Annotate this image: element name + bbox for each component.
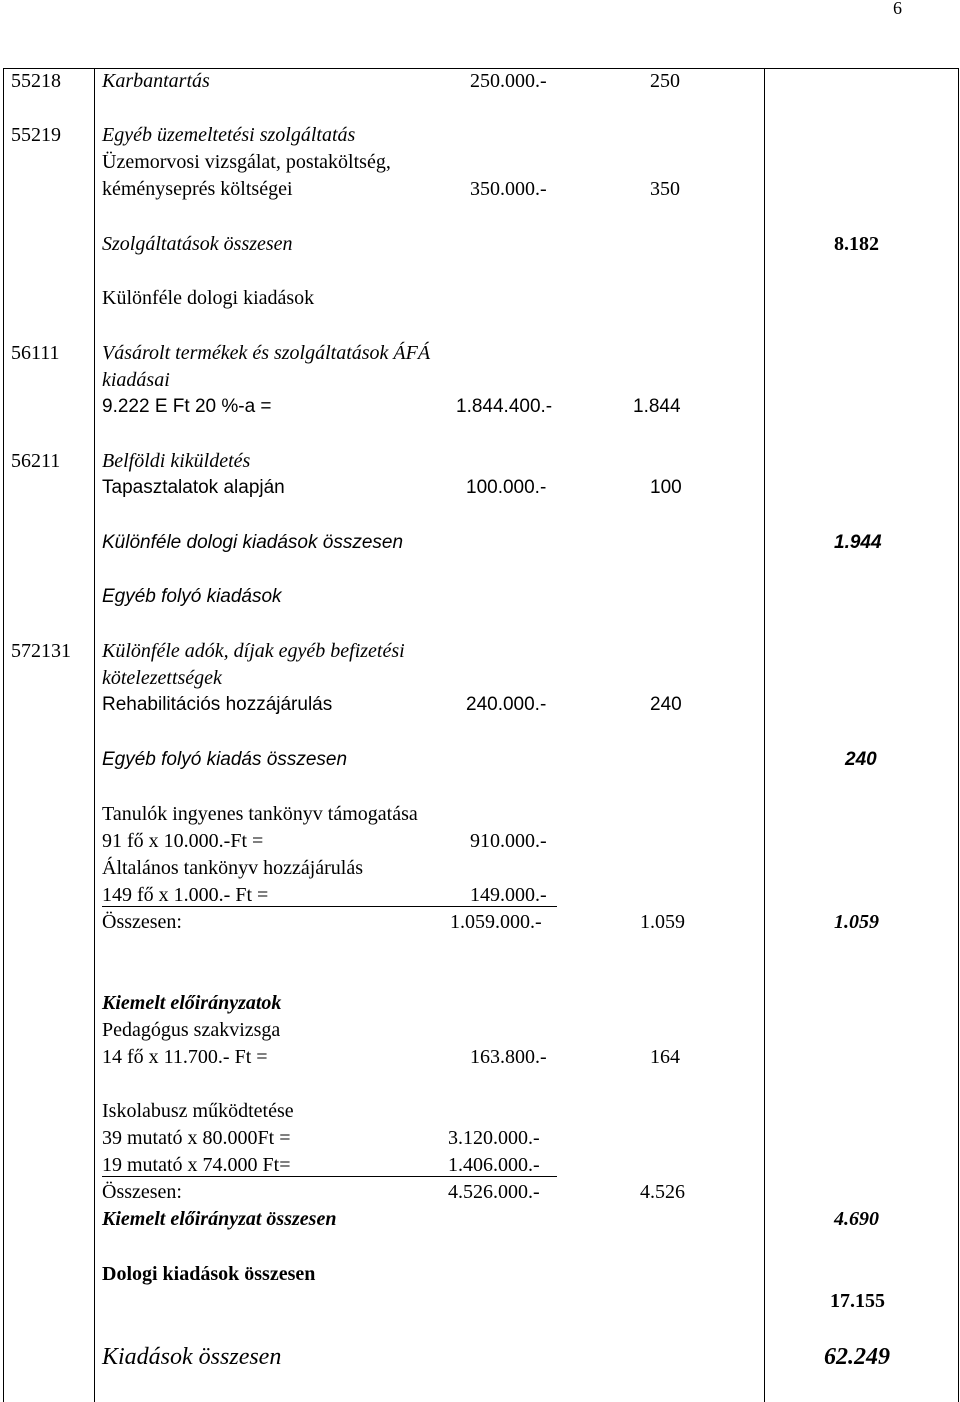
table-left-border	[3, 68, 4, 1402]
account-code: 55219	[11, 124, 61, 146]
item-detail: Rehabilitációs hozzájárulás	[102, 694, 333, 715]
account-code: 56211	[11, 450, 61, 472]
item-label: Általános tankönyv hozzájárulás	[102, 857, 364, 879]
code-column-divider	[94, 68, 95, 1402]
item-thousands: 100	[650, 477, 682, 498]
item-detail: 39 mutató x 80.000Ft =	[102, 1127, 291, 1149]
item-detail: 14 fő x 11.700.- Ft =	[102, 1046, 268, 1068]
sum-underline	[102, 1176, 557, 1177]
section-total-label: Kiemelt előirányzat összesen	[102, 1208, 337, 1230]
item-amount: 100.000.-	[466, 477, 547, 498]
total-column-divider	[764, 68, 765, 1402]
item-thousands: 4.526	[640, 1181, 685, 1203]
item-thousands: 240	[650, 694, 682, 715]
item-thousands: 1.059	[640, 911, 685, 933]
item-thousands: 1.844	[633, 396, 681, 417]
grand-total-value: 62.249	[824, 1344, 890, 1370]
section-heading: Kiemelt előirányzatok	[102, 992, 282, 1014]
item-label: Egyéb üzemeltetési szolgáltatás	[102, 124, 356, 146]
item-label-cont: kiadásai	[102, 369, 170, 391]
section-heading: Különféle dologi kiadások	[102, 287, 315, 309]
grand-total-label: Kiadások összesen	[102, 1344, 282, 1370]
item-detail: kéményseprés költségei	[102, 178, 293, 200]
sum-underline	[102, 906, 557, 907]
item-amount: 3.120.000.-	[448, 1127, 540, 1149]
section-total-value: 17.155	[830, 1290, 885, 1312]
section-total-value: 1.059	[834, 911, 879, 933]
item-detail: 91 fő x 10.000.-Ft =	[102, 830, 264, 852]
section-total-value: 4.690	[834, 1208, 879, 1230]
item-label: Karbantartás	[102, 70, 210, 92]
item-thousands: 164	[650, 1046, 680, 1068]
item-detail: Üzemorvosi vizsgálat, postaköltség,	[102, 151, 391, 173]
item-label: Belföldi kiküldetés	[102, 450, 251, 472]
item-amount: 149.000.-	[470, 884, 547, 906]
item-label: Különféle adók, díjak egyéb befizetési	[102, 640, 405, 662]
item-label: Tanulók ingyenes tankönyv támogatása	[102, 803, 418, 825]
account-code: 56111	[11, 342, 60, 364]
item-thousands: 250	[650, 70, 680, 92]
item-label-cont: kötelezettségek	[102, 667, 222, 689]
item-amount: 350.000.-	[470, 178, 547, 200]
item-amount: 1.844.400.-	[456, 396, 553, 417]
item-detail: 19 mutató x 74.000 Ft=	[102, 1154, 291, 1176]
section-total-label: Egyéb folyó kiadás összesen	[102, 749, 348, 770]
item-amount: 910.000.-	[470, 830, 547, 852]
item-thousands: 350	[650, 178, 680, 200]
section-total-label: Szolgáltatások összesen	[102, 233, 293, 255]
sum-label: Összesen:	[102, 1181, 182, 1203]
item-amount: 240.000.-	[466, 694, 547, 715]
table-right-border	[958, 68, 959, 1402]
item-detail: 9.222 E Ft 20 %-a =	[102, 396, 272, 417]
section-total-value: 1.944	[834, 532, 882, 553]
item-label: Pedagógus szakvizsga	[102, 1019, 281, 1041]
item-label: Iskolabusz működtetése	[102, 1100, 294, 1122]
account-code: 55218	[11, 70, 61, 92]
page-number: 6	[893, 0, 902, 18]
section-total-label: Dologi kiadások összesen	[102, 1263, 316, 1285]
item-detail: 149 fő x 1.000.- Ft =	[102, 884, 269, 906]
sum-amount: 1.059.000.-	[450, 911, 542, 933]
item-amount: 1.406.000.-	[448, 1154, 540, 1176]
item-label: Vásárolt termékek és szolgáltatások ÁFÁ	[102, 342, 431, 364]
item-amount: 250.000.-	[470, 70, 547, 92]
section-total-value: 240	[845, 749, 877, 770]
sum-amount: 4.526.000.-	[448, 1181, 540, 1203]
item-detail: Tapasztalatok alapján	[102, 477, 285, 498]
section-total-label: Különféle dologi kiadások összesen	[102, 532, 404, 553]
section-total-value: 8.182	[834, 233, 879, 255]
item-amount: 163.800.-	[470, 1046, 547, 1068]
section-heading: Egyéb folyó kiadások	[102, 586, 282, 607]
sum-label: Összesen:	[102, 911, 182, 933]
account-code: 572131	[11, 640, 71, 662]
